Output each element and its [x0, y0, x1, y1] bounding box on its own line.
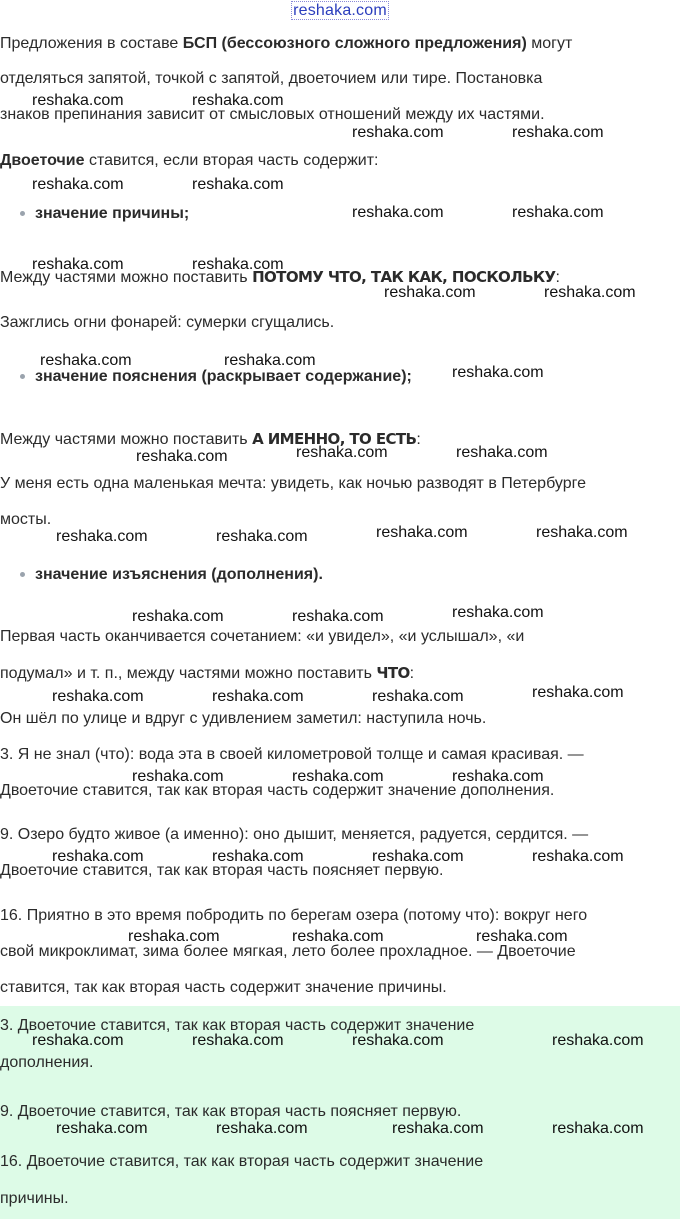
watermark: reshaka.com — [212, 848, 304, 865]
watermark: reshaka.com — [512, 204, 604, 221]
conj-words: ПОТОМУ ЧТО, ТАК КАК, ПОСКОЛЬКУ — [252, 268, 556, 286]
watermark: reshaka.com — [32, 1032, 124, 1049]
bullet-label: значение изъяснения (дополнения). — [35, 566, 323, 583]
watermark: reshaka.com — [192, 1032, 284, 1049]
watermark: reshaka.com — [532, 684, 624, 701]
watermark: reshaka.com — [352, 124, 444, 141]
conj-words: ЧТО — [376, 664, 410, 682]
conj-lead: Между частями можно поставить — [0, 431, 253, 448]
watermark: reshaka.com — [32, 256, 124, 273]
watermark: reshaka.com — [384, 284, 476, 301]
watermark: reshaka.com — [192, 256, 284, 273]
watermark: reshaka.com — [476, 928, 568, 945]
conj-end: : — [416, 431, 421, 448]
colon-term: Двоеточие — [0, 152, 85, 169]
watermark: reshaka.com — [32, 92, 124, 109]
addition-example: Он шёл по улице и вдруг с удивлением заметил: наступила ночь. — [0, 710, 487, 727]
addition-line-1: Первая часть оканчивается сочетанием: «и увидел», «и услышал», «и — [0, 628, 525, 645]
watermark: reshaka.com — [192, 176, 284, 193]
answer-9: 9. Двоеточие ставится, так как вторая часть поясняет первую. — [0, 1103, 462, 1120]
watermark: reshaka.com — [40, 352, 132, 369]
conj-lead: Между частями можно поставить — [0, 269, 253, 286]
watermark: reshaka.com — [56, 1120, 148, 1137]
watermark: reshaka.com — [372, 688, 464, 705]
watermark: reshaka.com — [216, 528, 308, 545]
watermark: reshaka.com — [224, 352, 316, 369]
bullet-dot-icon — [20, 572, 25, 577]
watermark: reshaka.com — [552, 1032, 644, 1049]
colon-rule — [0, 151, 378, 171]
watermark: reshaka.com — [192, 92, 284, 109]
watermark: reshaka.com — [292, 928, 384, 945]
watermark: reshaka.com — [452, 768, 544, 785]
sentence-9-line-1: 9. Озеро будто живое (а именно): оно дышит, меняется, радуется, сердится. — — [0, 826, 589, 843]
answer-16-line-1: 16. Двоеточие ставится, так как вторая часть содержит значение — [0, 1153, 484, 1170]
watermark: reshaka.com — [292, 768, 384, 785]
sentence-16-line-3: ставится, так как вторая часть содержит значение причины. — [0, 979, 447, 996]
watermark: reshaka.com — [128, 928, 220, 945]
site-link[interactable]: reshaka.com — [293, 2, 387, 19]
watermark: reshaka.com — [132, 768, 224, 785]
site-header[interactable] — [0, 2, 680, 20]
watermark: reshaka.com — [552, 1120, 644, 1137]
watermark: reshaka.com — [292, 608, 384, 625]
watermark: reshaka.com — [392, 1120, 484, 1137]
watermark: reshaka.com — [372, 848, 464, 865]
addition-lead: подумал» и т. п., между частями можно поставить — [0, 665, 377, 682]
watermark: reshaka.com — [544, 284, 636, 301]
watermark: reshaka.com — [376, 524, 468, 541]
watermark: reshaka.com — [296, 444, 388, 461]
watermark: reshaka.com — [532, 848, 624, 865]
intro-line-2: отделяться запятой, точкой с запятой, двоеточием или тире. Постановка — [0, 70, 543, 87]
answer-3-line-1: 3. Двоеточие ставится, так как вторая часть содержит значение — [0, 1017, 475, 1034]
conj-end: : — [555, 269, 560, 286]
conj-words: А ИМЕННО, ТО ЕСТЬ — [252, 430, 417, 448]
bullet-explanation — [20, 367, 412, 387]
watermark: reshaka.com — [56, 528, 148, 545]
sentence-9-line-2: Двоеточие ставится, так как вторая часть поясняет первую. — [0, 862, 444, 879]
watermark: reshaka.com — [132, 608, 224, 625]
colon-rule-text: ставится, если вторая часть содержит: — [84, 152, 379, 169]
answer-3-line-2: дополнения. — [0, 1054, 94, 1071]
sentence-3-line-1: 3. Я не знал (что): вода эта в своей километровой толще и самая красивая. — — [0, 746, 584, 763]
sentence-16-line-2: свой микроклимат, зима более мягкая, лето более прохладное. — Двоеточие — [0, 943, 576, 960]
bullet-addition — [20, 565, 323, 585]
watermark: reshaka.com — [212, 688, 304, 705]
bullet-cause — [20, 204, 189, 224]
watermark: reshaka.com — [136, 448, 228, 465]
watermark: reshaka.com — [456, 444, 548, 461]
bullet-dot-icon — [20, 211, 25, 216]
explanation-example-2: мосты. — [0, 511, 52, 528]
addition-line-2 — [0, 663, 414, 684]
watermark: reshaka.com — [536, 524, 628, 541]
bsp-term: БСП (бессоюзного сложного предложения) — [182, 35, 527, 52]
intro-line-3: знаков препинания зависит от смысловых отношений между их частями. — [0, 106, 545, 123]
intro-line-1 — [0, 34, 572, 54]
explanation-example-1: У меня есть одна маленькая мечта: увидеть, как ночью разводят в Петербурге — [0, 475, 586, 492]
watermark: reshaka.com — [452, 604, 544, 621]
answer-16-line-2: причины. — [0, 1190, 69, 1207]
intro-text: Предложения в составе — [0, 35, 183, 52]
watermark: reshaka.com — [452, 364, 544, 381]
cause-example: Зажглись огни фонарей: сумерки сгущались. — [0, 314, 335, 331]
bullet-dot-icon — [20, 374, 25, 379]
intro-text: могут — [526, 35, 573, 52]
watermark: reshaka.com — [216, 1120, 308, 1137]
sentence-16-line-1: 16. Приятно в это время побродить по берегам озера (потому что): вокруг него — [0, 907, 588, 924]
watermark: reshaka.com — [52, 688, 144, 705]
watermark: reshaka.com — [352, 204, 444, 221]
sentence-3-line-2: Двоеточие ставится, так как вторая часть содержит значение дополнения. — [0, 782, 555, 799]
conj-end: : — [409, 665, 415, 682]
watermark: reshaka.com — [512, 124, 604, 141]
watermark: reshaka.com — [32, 176, 124, 193]
watermark: reshaka.com — [352, 1032, 444, 1049]
watermark: reshaka.com — [52, 848, 144, 865]
bullet-label: значение пояснения (раскрывает содержание); — [35, 368, 412, 385]
bullet-label: значение причины; — [35, 205, 190, 222]
